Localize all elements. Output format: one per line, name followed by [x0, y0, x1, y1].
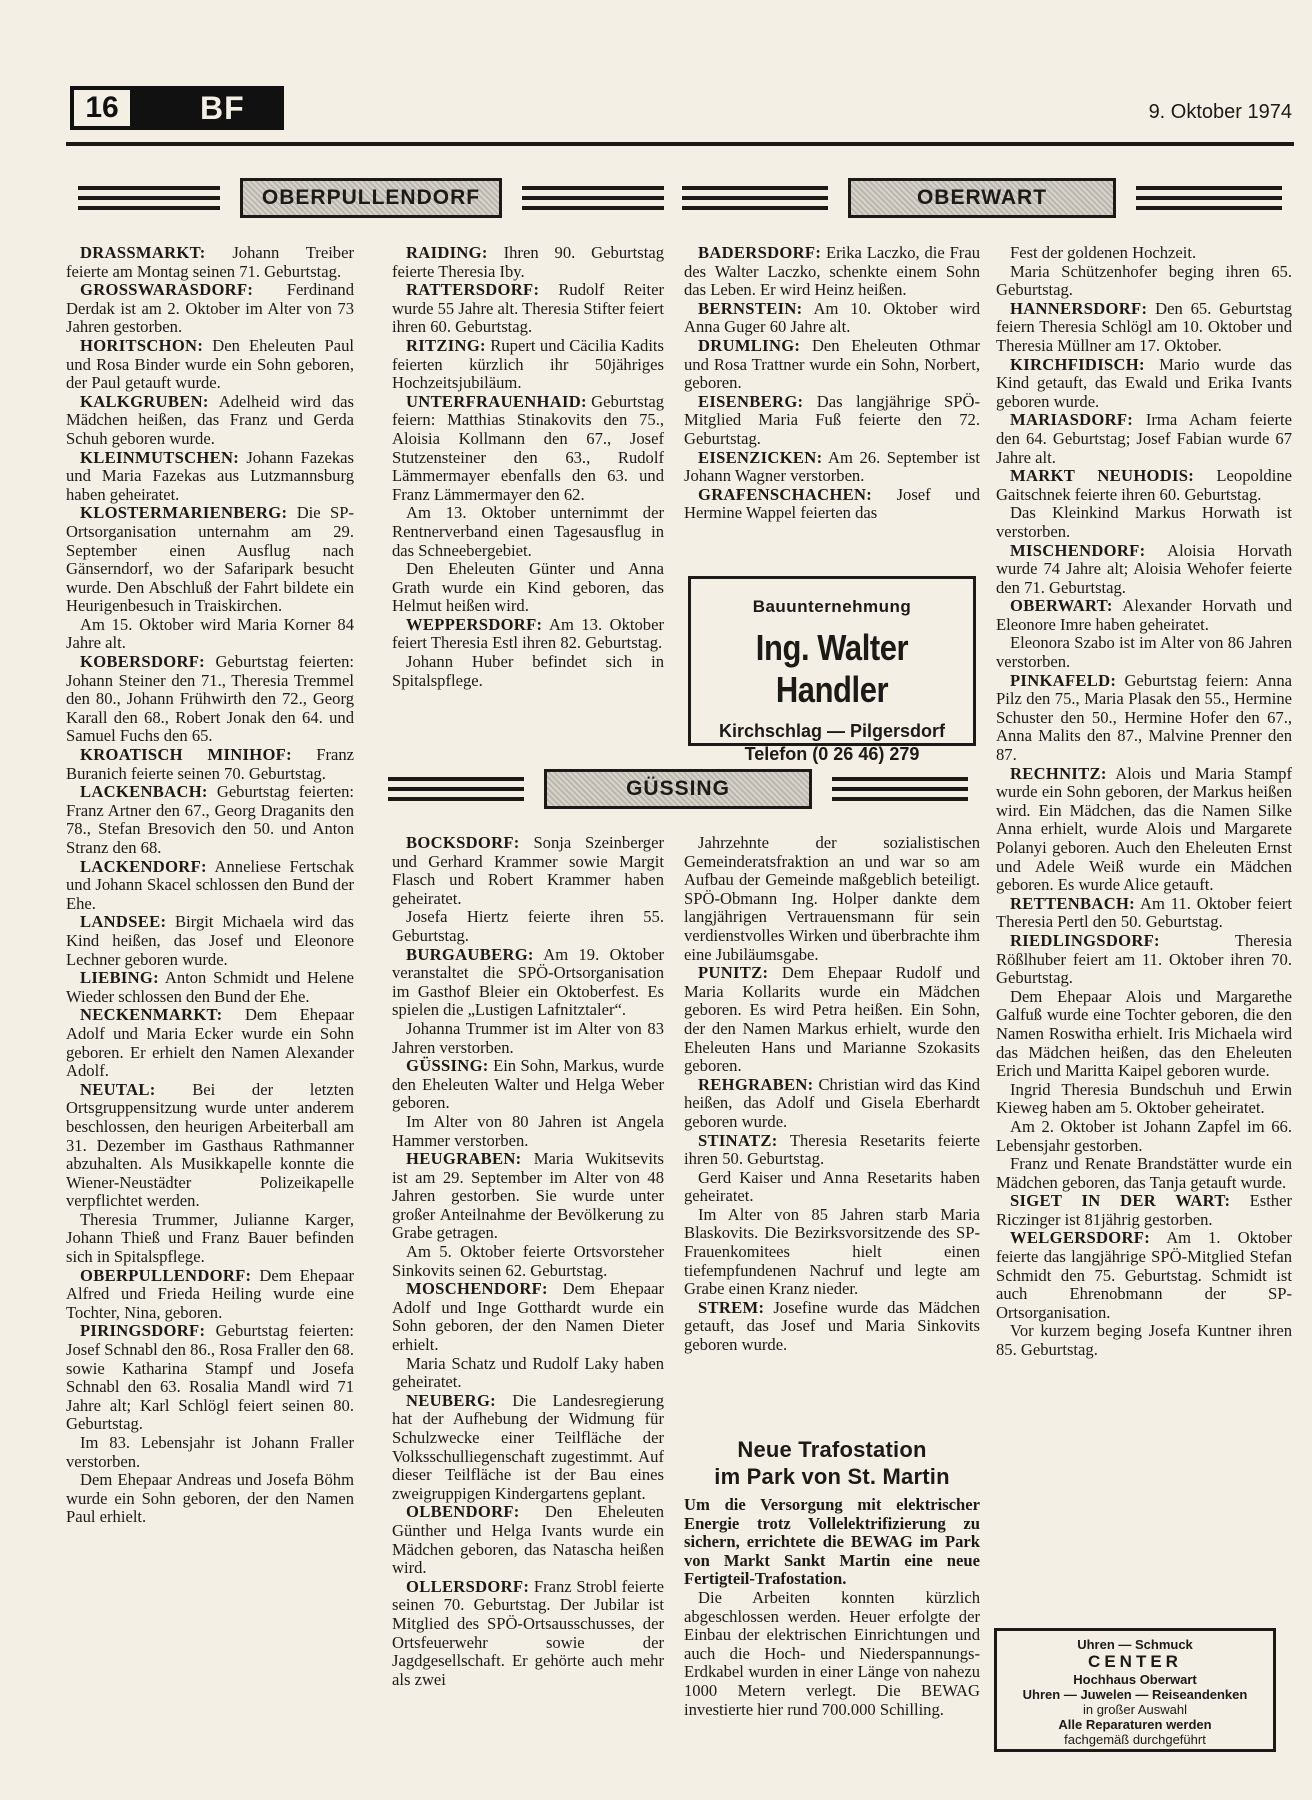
news-item [392, 1020, 664, 1057]
section-title: OBERPULLENDORF [240, 178, 502, 218]
news-item [66, 746, 354, 783]
news-item [996, 263, 1292, 300]
news-item [392, 1503, 664, 1577]
news-item [684, 486, 980, 523]
news-item [996, 634, 1292, 671]
place-name: KROATISCH MINIHOF: [80, 745, 292, 765]
place-name: OBERPULLENDORF: [80, 1265, 252, 1285]
page-number: 16 [74, 90, 130, 126]
item-text: Die Landesregierung hat der Aufhebung der Widmung für Schulzwecke einer Teilfläche der Volksschulliegenschaft zugestimmt. Auf dieser Teilfläche ist der Bau eines zweigruppigen Kindergartens geplant. [392, 1390, 664, 1503]
item-text: Dem Ehepaar Adolf und Maria Ecker wurde ein Sohn geboren. Er erhielt den Namen Alexander Adolf. [66, 1005, 354, 1081]
place-name: LANDSEE: [80, 912, 167, 932]
place-name: BOCKSDORF: [406, 834, 520, 852]
news-item [392, 1355, 664, 1392]
news-item [996, 1192, 1292, 1229]
section-header-oberpullendorf [78, 175, 664, 221]
place-name: NEUBERG: [406, 1390, 496, 1410]
place-name: OLBENDORF: [406, 1502, 520, 1522]
item-text: Geburtstag feierten: Josef Schnabl den 86., Rosa Fraller den 68. sowie Katharina Stampf und Josefa Schnabl den 63. Rosalia Mandl wird 71 Jahre alt; Karl Schlögl feiert seinen 80. Geburtstag. [66, 1321, 354, 1434]
item-text: Den Eheleuten Othmar und Rosa Trattner wurde ein Sohn, Norbert, geboren. [684, 335, 980, 393]
news-item [996, 932, 1292, 988]
item-text: Fest der goldenen Hochzeit. [1010, 244, 1197, 262]
place-name: OBERWART: [1010, 596, 1113, 616]
place-name: LACKENDORF: [80, 856, 207, 876]
publication-code: BF [200, 89, 245, 126]
item-text: Am 5. Oktober feierte Ortsvorsteher Sinkovits seinen 62. Geburtstag. [392, 1242, 664, 1280]
place-name: LACKENBACH: [80, 782, 208, 802]
news-item [996, 411, 1292, 467]
section-title: OBERWART [848, 178, 1116, 218]
ad-line: Kirchschlag — Pilgersdorf [718, 721, 946, 741]
item-text: Leopoldine Gaitschnek feierte ihren 60. Geburtstag. [996, 466, 1292, 504]
news-item [66, 1322, 354, 1434]
place-name: STREM: [698, 1297, 765, 1317]
item-text: Birgit Michaela wird das Kind heißen, das Josef und Eleonore Lechner geboren wurde. [66, 912, 354, 969]
place-name: EISENBERG: [698, 391, 804, 411]
news-item [66, 653, 354, 746]
item-text: Gerd Kaiser und Anna Resetarits haben geheiratet. [684, 1167, 980, 1206]
item-text: Geburtstag feierten: Johann Steiner den 71., Theresia Tremmel den 80., Johann Frühwirth den 72., Georg Karall den 68., Robert Jonak den 64. und Samuel Fuchs den 65. [66, 652, 354, 746]
item-text: Am 13. Oktober feiert Theresia Estl ihren 82. Geburtstag. [392, 614, 664, 653]
place-name: BURGAUBERG: [406, 944, 534, 964]
item-text: Geburtstag feiern: Anna Pilz den 75., Maria Plasak den 55., Hermine Schuster den 50., Hermine Hofer den 67., Anna Malits den 87., Malvine Prenner den 87. [996, 670, 1292, 765]
item-text: Maria Schützenhofer beging ihren 65. Geburtstag. [996, 261, 1292, 300]
news-item [392, 946, 664, 1020]
place-name: DRUMLING: [698, 335, 801, 355]
item-text: Theresia Resetarits feierte ihren 50. Geburtstag. [684, 1130, 980, 1169]
stripe-left [388, 777, 524, 801]
news-item [66, 969, 354, 1006]
news-item [66, 1267, 354, 1323]
news-item [66, 1211, 354, 1267]
stripe-left [78, 186, 220, 210]
item-text: Am 2. Oktober ist Johann Zapfel im 66. Lebensjahr gestorben. [996, 1116, 1292, 1155]
item-text: Ingrid Theresia Bundschuh und Erwin Kieweg haben am 5. Oktober geheiratet. [996, 1079, 1292, 1118]
place-name: RECHNITZ: [1010, 763, 1107, 783]
item-text: Dem Ehepaar Adolf und Inge Gotthardt wurde ein Sohn geboren, der den Namen Dieter erhielt. [392, 1279, 664, 1355]
news-item [684, 1299, 980, 1355]
advertisement-center [994, 1628, 1276, 1752]
item-text: Dem Ehepaar Andreas und Josefa Böhm wurde ein Sohn geboren, der den Namen Paul erhielt. [66, 1470, 354, 1527]
news-item [392, 337, 664, 393]
article-headline: Neue Trafostation [737, 1437, 927, 1462]
item-text: Johann Huber befindet sich in Spitalspflege. [392, 652, 664, 690]
item-text: Theresia Trummer, Julianne Karger, Johann Thieß und Franz Bauer befinden sich in Spitalspflege. [66, 1209, 354, 1267]
item-text: Am 13. Oktober unternimmt der Rentnerverband einen Tagesausflug in das Schneebergebiet. [392, 503, 664, 560]
place-name: KOBERSDORF: [80, 652, 205, 672]
ad-line: Alle Reparaturen werden [1058, 1717, 1212, 1732]
item-text: Am 10. Oktober wird Anna Guger 60 Jahre alt. [684, 298, 980, 337]
item-text: Christian wird das Kind heißen, das Adolf und Gisela Eberhardt geboren wurde. [684, 1074, 980, 1131]
place-name: WELGERSDORF: [1010, 1228, 1151, 1248]
place-name: GÜSSING: [406, 1056, 489, 1076]
news-item [66, 1471, 354, 1527]
news-item [392, 560, 664, 616]
item-text: Aloisia Horvath wurde 74 Jahre alt; Aloisia Wehofer feierte den 71. Geburtstag. [996, 540, 1292, 597]
ad-line: fachgemäß durchgeführt [1064, 1732, 1206, 1747]
place-name: RETTENBACH: [1010, 893, 1136, 913]
news-item [392, 908, 664, 945]
place-name: WEPPERSDORF: [406, 614, 543, 634]
place-name: EISENZICKEN: [698, 447, 823, 467]
place-name: REHGRABEN: [698, 1074, 814, 1094]
place-name: MISCHENDORF: [1010, 540, 1146, 560]
item-text: Am 11. Oktober feiert Theresia Pertl den 50. Geburtstag. [996, 893, 1292, 932]
item-text: Franz Buranich feierte seinen 70. Geburtstag. [66, 745, 354, 783]
news-item [392, 834, 664, 908]
item-text: Josefine wurde das Mädchen getauft, das Josef und Maria Sinkovits geboren wurde. [684, 1297, 980, 1355]
news-item [392, 1392, 664, 1504]
item-text: Johanna Trummer ist im Alter von 83 Jahren verstorben. [392, 1018, 664, 1057]
place-name: PUNITZ: [698, 963, 769, 983]
item-text: Dem Ehepaar Alfred und Frieda Heiling wurde eine Tochter, Nina, geboren. [66, 1265, 354, 1322]
item-text: Josefa Hiertz feierte ihren 55. Geburtstag. [392, 907, 664, 945]
item-text: Johann Treiber feierte am Montag seinen 71. Geburtstag. [66, 244, 354, 281]
place-name: BADERSDORF: [698, 244, 822, 262]
item-text: Alois und Maria Stampf wurde ein Sohn geboren, der Markus heißen wird. Ein Mädchen, das die Namen Silke Anna erhielt, wurde Alois und Margarete Polanyi geboren. Auch den Eheleuten Ernst und Adele Weiß wurde ein Mädchen geboren. Es wurde Alice getauft. [996, 763, 1292, 895]
news-item [392, 616, 664, 653]
item-text: Rudolf Reiter wurde 55 Jahre alt. Theresia Stifter feiert ihren 60. Geburtstag. [392, 280, 664, 337]
news-item [996, 244, 1292, 263]
place-name: NECKENMARKT: [80, 1005, 223, 1025]
item-text: Adelheid wird das Mädchen heißen, das Franz und Gerda Schuh geboren wurde. [66, 391, 354, 448]
place-name: PIRINGSDORF: [80, 1321, 206, 1341]
column-oberpullendorf-2 [392, 244, 664, 752]
news-item [996, 356, 1292, 412]
news-item [996, 504, 1292, 541]
news-item [66, 616, 354, 653]
ad-line: Uhren — Juwelen — Reiseandenken [1022, 1687, 1248, 1702]
news-item [996, 300, 1292, 356]
section-header-oberwart [682, 175, 1282, 221]
item-text: Dem Ehepaar Alois und Margarethe Galfuß wurde eine Tochter geboren, die den Namen Roswitha erhielt. Iris Michaela wird das Mädchen heißen, das den Eheleuten Erich und Maritta Kaipel geboren wurde. [996, 986, 1292, 1081]
item-text: Am 19. Oktober veranstaltet die SPÖ-Ortsorganisation im Gasthof Bleier ein Oktoberfest. Es spielen die „Lustigen Lafnitztaler“. [392, 944, 664, 1020]
news-item [66, 449, 354, 505]
news-item [66, 244, 354, 281]
issue-date: 9. Oktober 1974 [1148, 101, 1292, 123]
item-text: Ihren 90. Geburtstag feierte Theresia Iby. [392, 244, 664, 281]
news-item [66, 1434, 354, 1471]
item-text: Josef und Hermine Wappel feierten das [684, 484, 980, 523]
item-text: Theresia Rößlhuber feiert am 11. Oktober ihren 70. Geburtstag. [996, 930, 1292, 988]
place-name: OLLERSDORF: [406, 1576, 530, 1596]
item-text: Alexander Horvath und Eleonore Imre haben geheiratet. [996, 596, 1292, 634]
item-text: Franz und Renate Brandstätter wurde ein Mädchen geboren, das Tanja getauft wurde. [996, 1154, 1292, 1192]
news-item [684, 1169, 980, 1206]
news-item [66, 281, 354, 337]
news-item [996, 542, 1292, 598]
header-rule [66, 142, 1294, 146]
place-name: GRAFENSCHACHEN: [698, 484, 873, 504]
news-item [996, 1118, 1292, 1155]
item-text: Den 65. Geburtstag feiern Theresia Schlögl am 10. Oktober und Theresia Müllner am 17. Oktober. [996, 298, 1292, 355]
news-item [392, 281, 664, 337]
news-item [392, 393, 664, 505]
place-name: LIEBING: [80, 968, 159, 988]
item-text: Mario wurde das Kind getauft, das Ewald und Erika Ivants geboren wurde. [996, 354, 1292, 411]
news-item [684, 964, 980, 1076]
news-item [684, 1206, 980, 1299]
news-item [392, 653, 664, 690]
place-name: MARIASDORF: [1010, 410, 1134, 430]
item-text: Geburtstag feiern: Matthias Stinakovits den 75., Aloisia Kollmann den 67., Josef Stutzensteiner den 63., Rudolf Lämmermayer ebenfalls den 63. und Franz Lämmermayer den 62. [392, 391, 664, 504]
item-text: Irma Acham feierte den 64. Geburtstag; Josef Fabian wurde 67 Jahre alt. [996, 410, 1292, 467]
item-text: Rupert und Cäcilia Kadits feierten kürzlich ihr 50jähriges Hochzeitsjubiläum. [392, 335, 664, 393]
place-name: UNTERFRAUENHAID: [406, 391, 587, 411]
place-name: KALKGRUBEN: [80, 391, 209, 411]
place-name: KLOSTERMARIENBERG: [80, 503, 288, 523]
column-guessing-2 [684, 834, 980, 1434]
place-name: PINKAFELD: [1010, 670, 1117, 690]
news-item [996, 988, 1292, 1081]
page-header-box [70, 86, 284, 130]
column-guessing-1 [392, 834, 664, 1762]
news-item [684, 1132, 980, 1169]
stripe-left [682, 186, 828, 210]
advertisement-handler [688, 576, 976, 764]
stripe-right [522, 186, 664, 210]
item-text: Im Alter von 80 Jahren ist Angela Hammer verstorben. [392, 1111, 664, 1150]
item-text: Vor kurzem beging Josefa Kuntner ihren 85. Geburtstag. [996, 1321, 1292, 1360]
item-text: Ein Sohn, Markus, wurde den Eheleuten Walter und Helga Weber geboren. [392, 1056, 664, 1113]
ad-phone: Telefon (0 26 46) 279 [744, 744, 920, 764]
item-text: Ferdinand Derdak ist am 2. Oktober im Alter von 73 Jahren gestorben. [66, 280, 354, 337]
news-item [996, 1322, 1292, 1359]
column-oberwart-1 [684, 244, 980, 560]
news-item [66, 858, 354, 914]
item-text: Bei der letzten Ortsgruppensitzung wurde unter anderem beschlossen, den heurigen Arbeiterball am 31. Dezember im Gasthaus Rathmanner abzuhalten. Als Musikkapelle konnte die Wiener-Neustädter Polizeikapelle verpflichtet werden. [66, 1079, 354, 1211]
news-item [66, 337, 354, 393]
place-name: RIEDLINGSDORF: [1010, 930, 1160, 950]
ad-company-name: CENTER [1088, 1652, 1182, 1671]
place-name: MARKT NEUHODIS: [1010, 466, 1195, 486]
news-item [996, 1229, 1292, 1322]
news-item [996, 1155, 1292, 1192]
news-item [684, 449, 980, 486]
news-item [684, 300, 980, 337]
place-name: BERNSTEIN: [698, 298, 803, 318]
news-item [996, 672, 1292, 765]
news-item [392, 504, 664, 560]
news-item [684, 834, 980, 964]
stripe-right [1136, 186, 1282, 210]
item-text: Die SP-Ortsorganisation unternahm am 29. September einen Ausflug nach Gänserndorf, wo der Safaripark besucht wurde. Den Abschluß der Fahrt bildete ein Heurigenbesuch in Traiskirchen. [66, 503, 354, 616]
item-text: Sonja Szeinberger und Gerhard Krammer sowie Margit Flasch und Robert Krammer haben geheiratet. [392, 834, 664, 908]
item-text: Den Eheleuten Paul und Rosa Binder wurde ein Sohn geboren, der Paul getauft wurde. [66, 335, 354, 393]
place-name: STINATZ: [698, 1130, 778, 1150]
place-name: NEUTAL: [80, 1079, 156, 1099]
item-text: Geburtstag feierten: Franz Artner den 67., Georg Draganits den 78., Stefan Bresovich den 50. und Anton Stranz den 68. [66, 782, 354, 857]
item-text: Anton Schmidt und Helene Wieder schlossen den Bund der Ehe. [66, 968, 354, 1006]
item-text: Im 83. Lebensjahr ist Johann Fraller verstorben. [66, 1433, 354, 1471]
news-item [66, 1081, 354, 1211]
news-item [996, 467, 1292, 504]
item-text: Esther Riczinger ist 81jährig gestorben. [996, 1191, 1292, 1229]
item-text: Maria Schatz und Rudolf Laky haben geheiratet. [392, 1353, 664, 1392]
place-name: SIGET IN DER WART: [1010, 1191, 1231, 1211]
place-name: KIRCHFIDISCH: [1010, 354, 1145, 374]
article-lead: Um die Versorgung mit elektrischer Energie trotz Vollelektrifizierung zu sichern, errichtete die BEWAG im Park von Markt Sankt Martin eine neue Fertigteil-Trafostation. [684, 1495, 980, 1589]
item-text: Anneliese Fertschak und Johann Skacel schlossen den Bund der Ehe. [66, 856, 354, 913]
news-item [392, 1243, 664, 1280]
place-name: KLEINMUTSCHEN: [80, 447, 240, 467]
item-text: Am 15. Oktober wird Maria Korner 84 Jahre alt. [66, 614, 354, 653]
section-header-guessing [388, 766, 968, 812]
news-item [684, 337, 980, 393]
news-item [392, 1057, 664, 1113]
item-text: Jahrzehnte der sozialistischen Gemeinderatsfraktion an und war so am Aufbau der Gemeinde maßgeblich beteiligt. SPÖ-Obmann Ing. Holper dankte dem langjährigen Vertrauensmann für sein verdienstvolles Wirken und überbrachte ihm eine Jubiläumsgabe. [684, 834, 980, 964]
item-text: Eleonora Szabo ist im Alter von 86 Jahren verstorben. [996, 633, 1292, 672]
news-item [996, 895, 1292, 932]
news-item [392, 1113, 664, 1150]
news-item [996, 1081, 1292, 1118]
item-text: Den Eheleuten Günther und Helga Ivants wurde ein Mädchen geboren, das Natascha heißen wird. [392, 1502, 664, 1578]
news-item [66, 913, 354, 969]
item-text: Den Eheleuten Günter und Anna Grath wurde ein Kind geboren, das Helmut heißen wird. [392, 559, 664, 616]
ad-line: in großer Auswahl [1082, 1702, 1188, 1717]
column-oberpullendorf-1 [66, 244, 354, 1760]
place-name: HEUGRABEN: [406, 1149, 522, 1169]
ad-company-name: Ing. Walter Handler [755, 627, 909, 710]
news-item [392, 244, 664, 281]
ad-line: Hochhaus Oberwart [1073, 1672, 1197, 1687]
section-title: GÜSSING [544, 769, 812, 809]
place-name: HANNERSDORF: [1010, 298, 1148, 318]
place-name: DRASSMARKT: [80, 244, 206, 262]
news-item [66, 783, 354, 857]
article-trafostation [684, 1436, 980, 1766]
item-text: Im Alter von 85 Jahren starb Maria Blaskovits. Die Bezirksvorsitzende des SP-Frauenkomitees hielt einen tiefempfundenen Nachruf und legte am Grabe einen Kranz nieder. [684, 1204, 980, 1299]
stripe-right [832, 777, 968, 801]
news-item [392, 1150, 664, 1243]
place-name: GROSSWARASDORF: [80, 280, 254, 300]
item-text: Am 1. Oktober feierte das langjährige SPÖ-Mitglied Stefan Schmidt den 75. Geburtstag. Schmidt ist auch Ehrenobmann der SP-Ortsorganisation. [996, 1228, 1292, 1322]
place-name: RITZING: [406, 335, 486, 355]
news-item [684, 393, 980, 449]
place-name: RAIDING: [406, 244, 488, 262]
news-item [392, 1280, 664, 1354]
article-headline: im Park von St. Martin [714, 1464, 950, 1489]
news-item [66, 393, 354, 449]
news-item [66, 1006, 354, 1080]
item-text: Johann Fazekas und Maria Fazekas aus Lutzmannsburg haben geheiratet. [66, 447, 354, 504]
news-item [996, 597, 1292, 634]
news-item [996, 765, 1292, 895]
place-name: HORITSCHON: [80, 335, 204, 355]
item-text: Franz Strobl feierte seinen 70. Geburtstag. Der Jubilar ist Mitglied des SPÖ-Ortsausschusses, der Ortsfeuerwehr sowie der Jagdgesellschaft. Er gehörte auch mehr als zwei [392, 1576, 664, 1689]
place-name: MOSCHENDORF: [406, 1279, 548, 1299]
news-item [392, 1578, 664, 1690]
item-text: Maria Wukitsevits ist am 29. September im Alter von 48 Jahren gestorben. Sie wurde unter großer Anteilnahme der Bevölkerung zu Grabe getragen. [392, 1149, 664, 1243]
column-oberwart-2 [996, 244, 1292, 1620]
item-text: Dem Ehepaar Rudolf und Maria Kollarits wurde ein Mädchen geboren. Es wird Petra heißen. Ein Sohn, der den Namen Markus erhielt, wurde den Eheleuten Hans und Marianne Szokasits geboren. [684, 963, 980, 1076]
news-item [66, 504, 354, 616]
news-item [684, 244, 980, 300]
article-body: Die Arbeiten konnten kürzlich abgeschlossen werden. Heuer erfolgte der Einbau der elektrischen Einrichtungen und auch die Hoch- und Niederspannungs-Erdkabel wurden in einer Länge von nahezu 1000 Metern verlegt. Die BEWAG investierte hier rund 700.000 Schilling. [684, 1587, 980, 1719]
ad-line: Bauunternehmung [752, 597, 912, 616]
news-item [684, 1076, 980, 1132]
item-text: Am 26. September ist Johann Wagner verstorben. [684, 447, 980, 486]
place-name: RATTERSDORF: [406, 280, 540, 300]
item-text: Das langjährige SPÖ-Mitglied Maria Fuß feierte den 72. Geburtstag. [684, 391, 980, 448]
item-text: Erika Laczko, die Frau des Walter Laczko, schenkte einem Sohn das Leben. Er wird Heinz heißen. [684, 244, 980, 300]
item-text: Das Kleinkind Markus Horwath ist verstorben. [996, 503, 1292, 541]
ad-line: Uhren — Schmuck [1077, 1637, 1193, 1652]
